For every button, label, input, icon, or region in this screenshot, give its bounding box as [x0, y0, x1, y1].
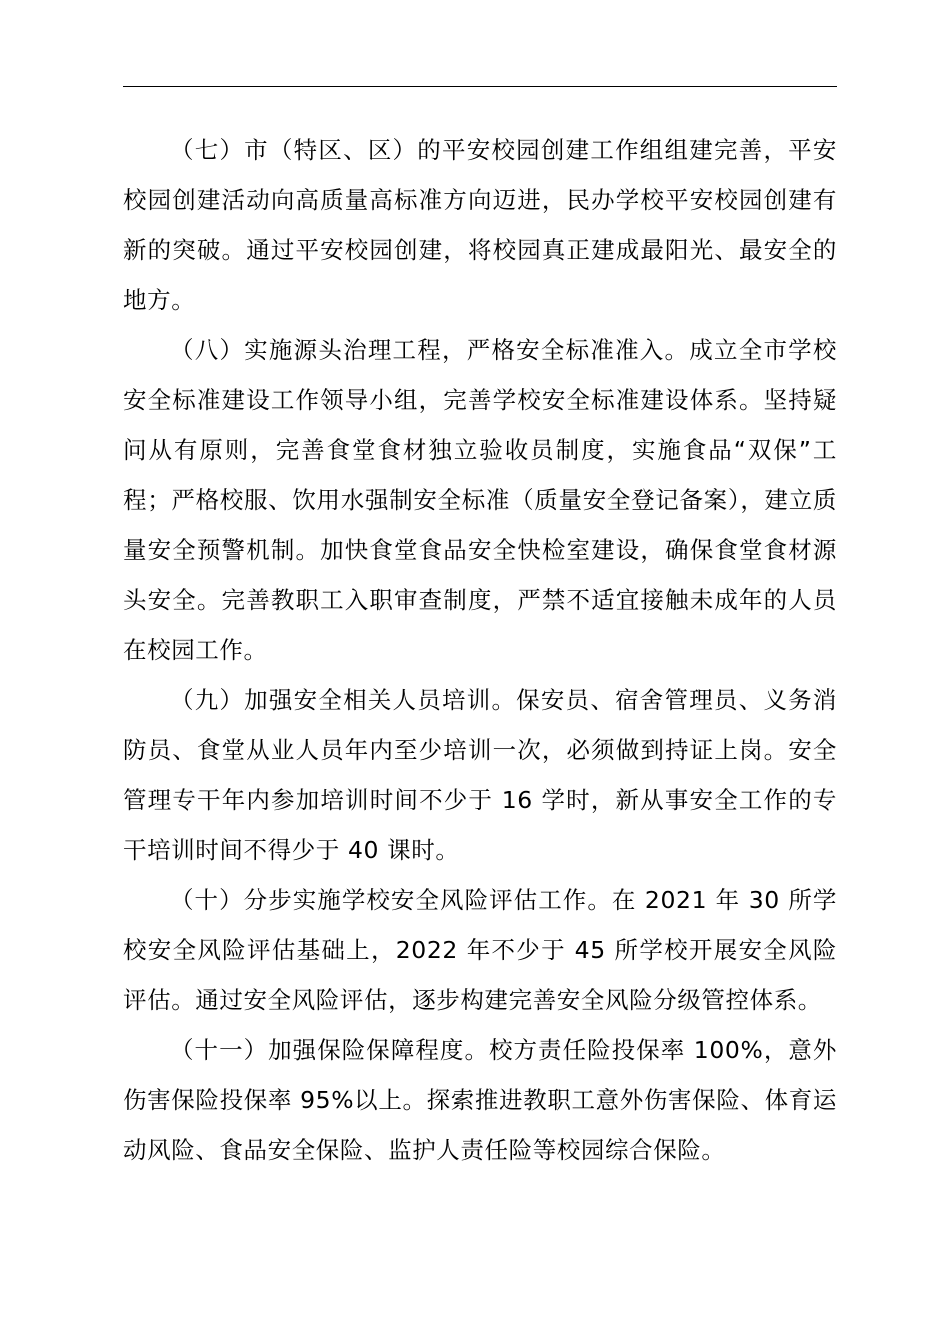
paragraph-9: （九）加强安全相关人员培训。保安员、宿舍管理员、义务消防员、食堂从业人员年内至少培训一次，必须做到持证上岗。安全管理专干年内参加培训时间不少于 16 学时，新从事安全工作的专干培训时间不得少于 40 课时。 — [123, 686, 837, 864]
paragraph-10: （十）分步实施学校安全风险评估工作。在 2021 年 30 所学校安全风险评估基础上，2022 年不少于 45 所学校开展安全风险评估。通过安全风险评估，逐步构建完善安全风险分级管控体系。 — [123, 886, 837, 1014]
paragraph-11: （十一）加强保险保障程度。校方责任险投保率 100%，意外伤害保险投保率 95%以上。探索推进教职工意外伤害保险、体育运动风险、食品安全保险、监护人责任险等校园综合保险。 — [123, 1036, 837, 1164]
header-rule — [123, 86, 837, 87]
document-body — [123, 125, 837, 1175]
paragraph-8: （八）实施源头治理工程，严格安全标准准入。成立全市学校安全标准建设工作领导小组，完善学校安全标准建设体系。坚持疑问从有原则，完善食堂食材独立验收员制度，实施食品“双保”工程；严格校服、饮用水强制安全标准（质量安全登记备案），建立质量安全预警机制。加快食堂食品安全快检室建设，确保食堂食材源头安全。完善教职工入职审查制度，严禁不适宜接触未成年的人员在校园工作。 — [123, 336, 837, 664]
paragraph-7: （七）市（特区、区）的平安校园创建工作组组建完善，平安校园创建活动向高质量高标准方向迈进，民办学校平安校园创建有新的突破。通过平安校园创建，将校园真正建成最阳光、最安全的地方。 — [123, 136, 837, 314]
